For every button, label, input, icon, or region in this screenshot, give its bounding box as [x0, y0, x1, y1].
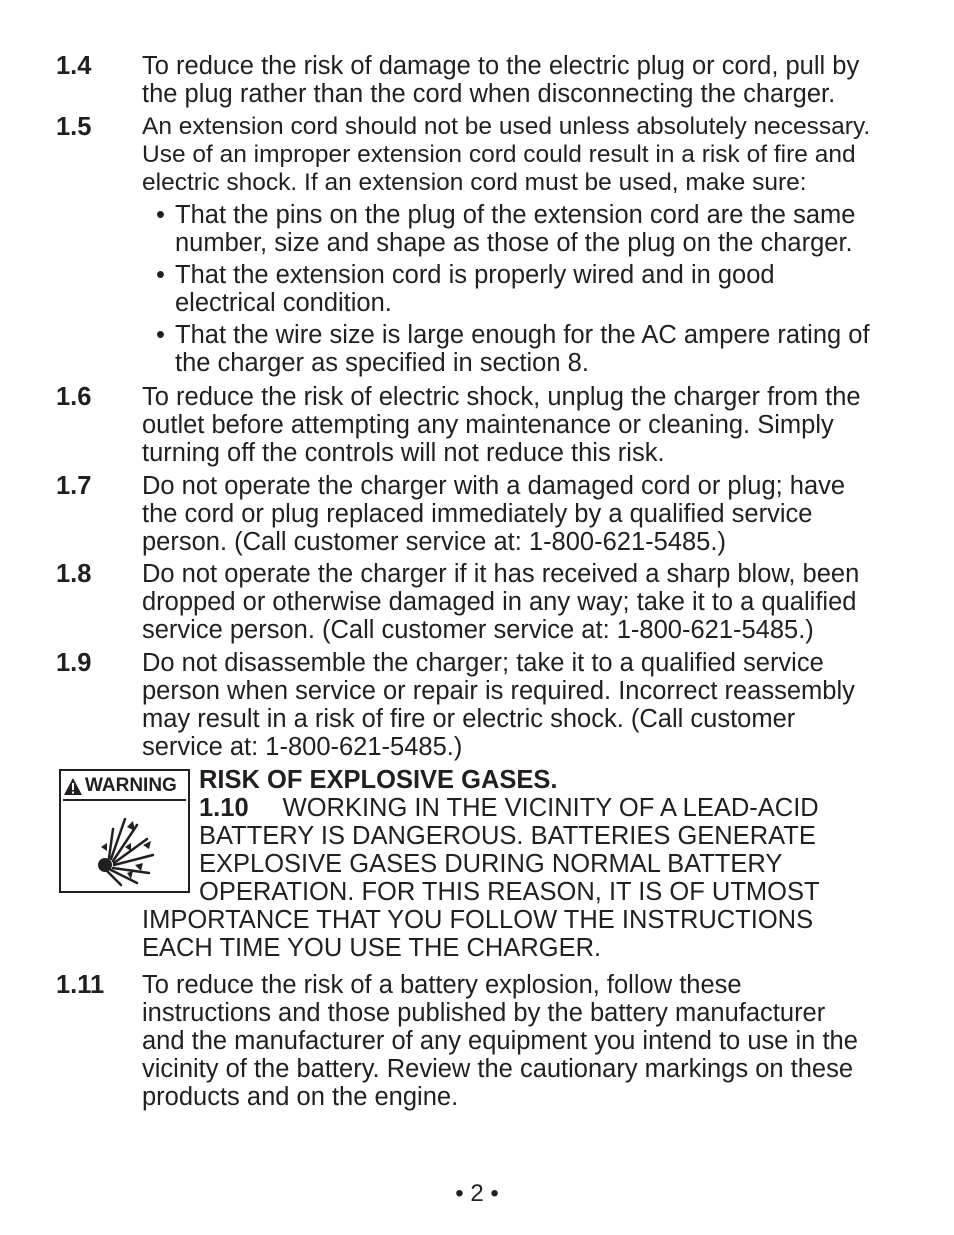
text-line: dropped or otherwise damaged in any way; take it to a qualified: [142, 588, 857, 616]
bullet-item: [142, 321, 916, 377]
warning-triangle-icon: [63, 777, 83, 796]
text-line: Do not disassemble the charger; take it to a qualified service: [142, 649, 824, 677]
text-line: To reduce the risk of electric shock, unplug the charger from the: [142, 383, 861, 411]
text-line: the plug rather than the cord when disconnecting the charger.: [142, 80, 836, 108]
text-line: Do not operate the charger with a damaged cord or plug; have: [142, 472, 846, 500]
bullet-dot: •: [156, 261, 165, 289]
text-line: vicinity of the battery. Review the cautionary markings on these: [142, 1055, 854, 1083]
text-line: electric shock. If an extension cord must be used, make sure:: [142, 169, 807, 196]
text-line: and the manufacturer of any equipment you intend to use in the: [142, 1027, 858, 1055]
text-line: To reduce the risk of damage to the electric plug or cord, pull by: [142, 52, 860, 80]
text-line: service person. (Call customer service at: 1-800-621-5485.): [142, 616, 814, 644]
text-line: electrical condition.: [175, 289, 392, 317]
section-1-6: [56, 383, 916, 467]
text-line: Do not operate the charger if it has received a sharp blow, been: [142, 560, 860, 588]
bullet-item: [142, 201, 916, 257]
text-line: EXPLOSIVE GASES DURING NORMAL BATTERY: [199, 850, 783, 878]
text-line: number, size and shape as those of the plug on the charger.: [175, 229, 853, 257]
text-line: products and on the engine.: [142, 1083, 459, 1111]
text-line: person. (Call customer service at: 1-800-621-5485.): [142, 528, 726, 556]
text-line: BATTERY IS DANGEROUS. BATTERIES GENERATE: [199, 822, 816, 850]
text-span: WORKING IN THE VICINITY OF A LEAD-ACID: [282, 794, 819, 822]
text-line: turning off the controls will not reduce this risk.: [142, 439, 665, 467]
text-line: That the pins on the plug of the extension cord are the same: [175, 201, 856, 229]
section-1-5: [56, 113, 916, 381]
section-number: 1.10: [199, 794, 249, 822]
bullet-item: [142, 261, 916, 317]
text-line: OPERATION. FOR THIS REASON, IT IS OF UTMOST: [199, 878, 820, 906]
page-number: • 2 •: [455, 1180, 499, 1207]
text-line: instructions and those published by the battery manufacturer: [142, 999, 826, 1027]
section-1-7: [56, 472, 916, 556]
section-number: 1.8: [56, 560, 92, 588]
text-line: That the extension cord is properly wired and in good: [175, 261, 775, 289]
text-line: IMPORTANCE THAT YOU FOLLOW THE INSTRUCTIONS: [142, 906, 814, 934]
section-number: 1.9: [56, 649, 92, 677]
section-number: 1.5: [56, 113, 92, 141]
text-line: Use of an improper extension cord could result in a risk of fire and: [142, 141, 856, 168]
warning-text: WARNING: [85, 775, 177, 796]
section-number: 1.11: [56, 971, 105, 999]
text-line: [199, 794, 922, 822]
warning-title: RISK OF EXPLOSIVE GASES.: [199, 766, 558, 794]
section-number: 1.4: [56, 52, 92, 80]
section-number: 1.6: [56, 383, 92, 411]
section-number: 1.7: [56, 472, 92, 500]
section-1-4: [56, 52, 916, 108]
text-line: may result in a risk of fire or electric shock. (Call customer: [142, 705, 796, 733]
section-1-11: [56, 971, 916, 1111]
text-line: outlet before attempting any maintenance or cleaning. Simply: [142, 411, 834, 439]
section-1-9: [56, 649, 916, 761]
warning-section: [142, 766, 922, 962]
bullet-list: [56, 201, 916, 377]
bullet-dot: •: [156, 201, 165, 229]
text-line: EACH TIME YOU USE THE CHARGER.: [142, 934, 602, 962]
text-line: the charger as specified in section 8.: [175, 349, 589, 377]
bullet-dot: •: [156, 321, 165, 349]
text-line: That the wire size is large enough for the AC ampere rating of: [175, 321, 870, 349]
text-line: service at: 1-800-621-5485.): [142, 733, 463, 761]
section-1-8: [56, 560, 916, 644]
text-line: person when service or repair is required. Incorrect reassembly: [142, 677, 855, 705]
text-line: To reduce the risk of a battery explosion, follow these: [142, 971, 742, 999]
text-line: the cord or plug replaced immediately by a qualified service: [142, 500, 813, 528]
text-line: An extension cord should not be used unless absolutely necessary.: [142, 113, 871, 140]
